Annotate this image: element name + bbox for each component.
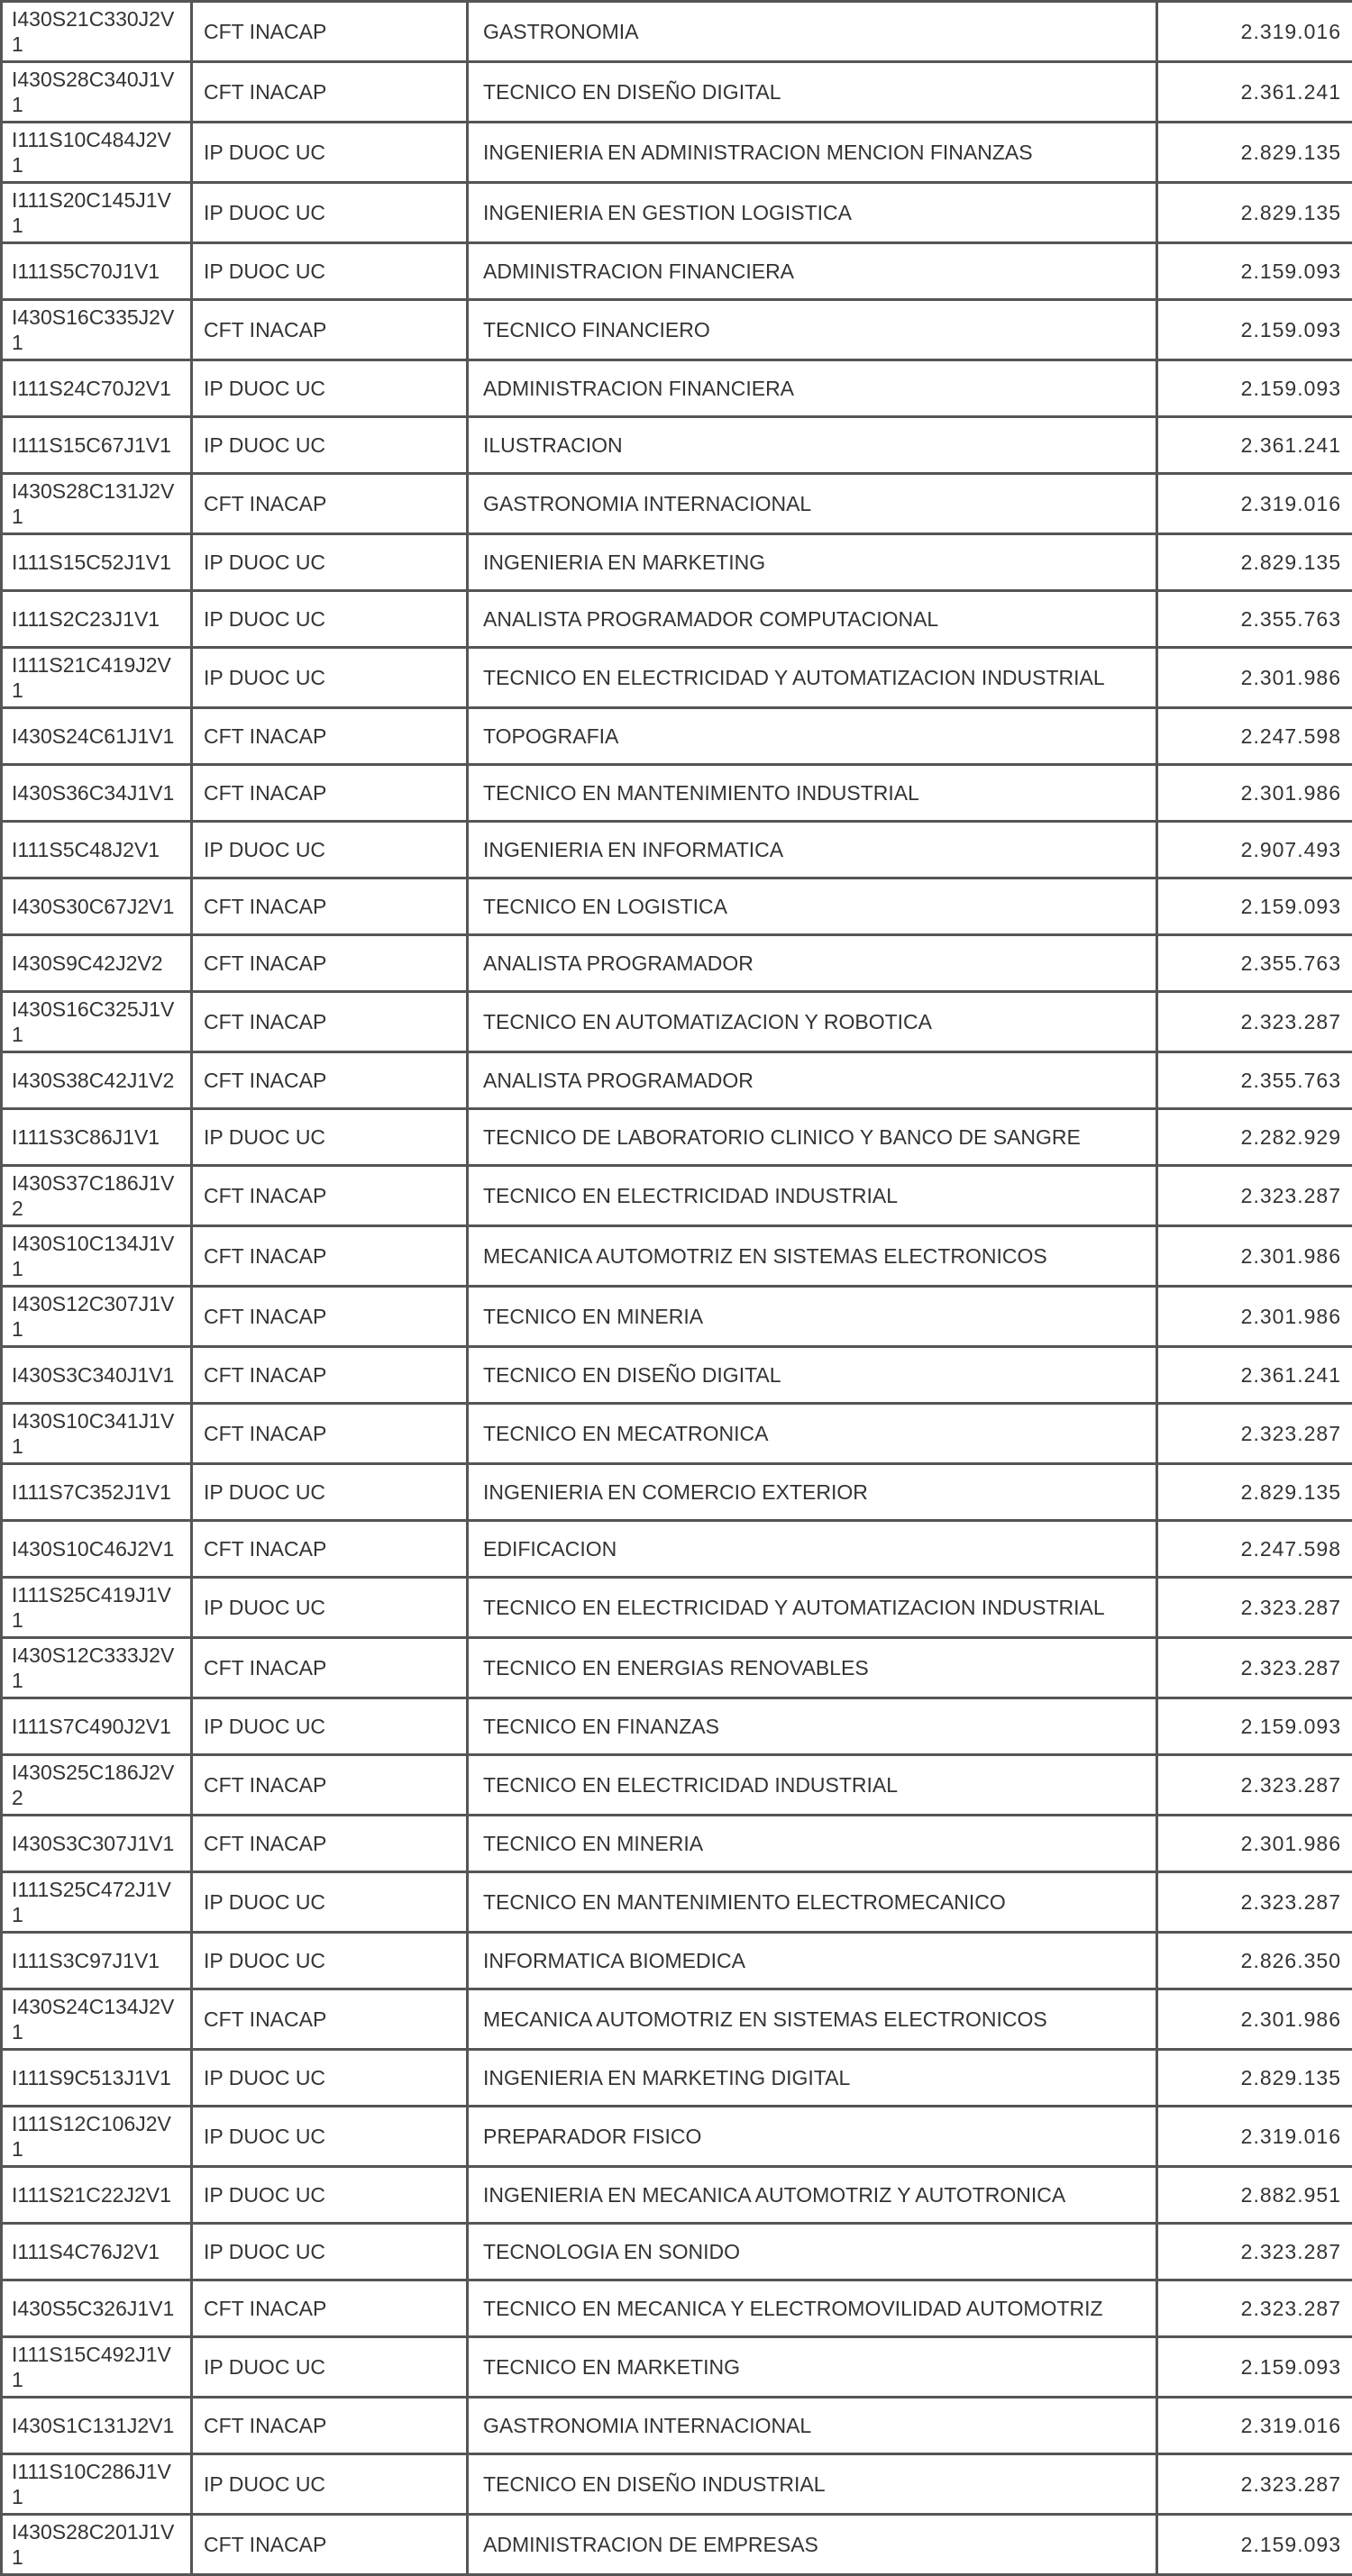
amount-cell: 2.159.093 [1157,878,1352,935]
institution-cell: IP DUOC UC [192,243,468,300]
career-code: I111S5C48J2V1 [12,837,176,862]
career-code: I430S28C131J2V1 [12,478,176,529]
career-code-cell [2,2337,192,2398]
institution-cell: CFT INACAP [192,1347,468,1404]
table-body [2,2,1352,2575]
table-row [2,1287,1352,1347]
career-code: I111S4C76J2V1 [12,2239,176,2264]
program-cell: MECANICA AUTOMOTRIZ EN SISTEMAS ELECTRONICOS [468,1989,1157,2050]
program-cell: TECNICO EN ELECTRICIDAD INDUSTRIAL [468,1166,1157,1226]
institution-cell: IP DUOC UC [192,123,468,183]
career-code: I430S21C330J2V1 [12,6,176,57]
career-code-cell [2,62,192,123]
institution-cell: IP DUOC UC [192,360,468,417]
institution-cell: IP DUOC UC [192,591,468,648]
amount-cell: 2.159.093 [1157,1698,1352,1755]
amount-cell: 2.301.986 [1157,1226,1352,1287]
program-cell: TECNICO EN MECATRONICA [468,1404,1157,1464]
institution-cell: CFT INACAP [192,1521,468,1578]
amount-cell: 2.301.986 [1157,1816,1352,1872]
table-row [2,2337,1352,2398]
program-cell: TECNICO EN ELECTRICIDAD Y AUTOMATIZACION INDUSTRIAL [468,1578,1157,1638]
institution-cell: CFT INACAP [192,62,468,123]
institution-cell: IP DUOC UC [192,534,468,591]
program-cell: ILUSTRACION [468,417,1157,474]
career-code-cell [2,2398,192,2454]
career-code-cell [2,534,192,591]
career-code-cell [2,591,192,648]
amount-cell: 2.301.986 [1157,1989,1352,2050]
career-code-cell [2,1638,192,1698]
institution-cell: IP DUOC UC [192,183,468,243]
program-cell: GASTRONOMIA INTERNACIONAL [468,2398,1157,2454]
career-code-cell [2,474,192,534]
program-cell: TECNICO EN ELECTRICIDAD INDUSTRIAL [468,1755,1157,1816]
career-code: I111S20C145J1V1 [12,187,176,238]
amount-cell: 2.323.287 [1157,1166,1352,1226]
program-cell: INGENIERIA EN MECANICA AUTOMOTRIZ Y AUTOTRONICA [468,2167,1157,2224]
table-row [2,1052,1352,1109]
institution-cell: CFT INACAP [192,1226,468,1287]
program-cell: TECNICO EN MANTENIMIENTO INDUSTRIAL [468,765,1157,822]
table-row [2,1698,1352,1755]
amount-cell: 2.829.135 [1157,534,1352,591]
program-cell: TECNICO EN MINERIA [468,1287,1157,1347]
career-code-cell [2,1933,192,1989]
program-cell: TECNICO EN FINANZAS [468,1698,1157,1755]
career-code-cell [2,935,192,992]
institution-cell: IP DUOC UC [192,2337,468,2398]
institution-cell: CFT INACAP [192,1404,468,1464]
amount-cell: 2.319.016 [1157,2398,1352,2454]
institution-cell: IP DUOC UC [192,1464,468,1521]
institution-cell: IP DUOC UC [192,1872,468,1933]
career-code-cell [2,1464,192,1521]
career-code: I111S5C70J1V1 [12,259,176,284]
career-code: I111S2C23J1V1 [12,606,176,632]
institution-cell: CFT INACAP [192,2,468,62]
institution-cell: CFT INACAP [192,300,468,360]
career-code: I111S7C352J1V1 [12,1479,176,1505]
career-code-cell [2,2454,192,2515]
program-cell: TECNICO EN ENERGIAS RENOVABLES [468,1638,1157,1698]
career-code: I430S12C333J2V1 [12,1643,176,1693]
amount-cell: 2.323.287 [1157,1872,1352,1933]
career-code-cell [2,2515,192,2575]
institution-cell: CFT INACAP [192,1755,468,1816]
career-code-cell [2,2,192,62]
career-code: I111S21C419J2V1 [12,652,176,703]
career-code: I111S25C419J1V1 [12,1582,176,1633]
amount-cell: 2.159.093 [1157,360,1352,417]
career-code-cell [2,992,192,1052]
career-code: I430S36C34J1V1 [12,780,176,806]
program-cell: TECNICO FINANCIERO [468,300,1157,360]
career-code-cell [2,243,192,300]
career-code: I111S15C52J1V1 [12,550,176,575]
career-code: I111S15C67J1V1 [12,432,176,458]
institution-cell: IP DUOC UC [192,2224,468,2280]
amount-cell: 2.323.287 [1157,2280,1352,2337]
career-code: I430S10C46J2V1 [12,1536,176,1561]
program-cell: INGENIERIA EN INFORMATICA [468,822,1157,878]
career-code: I430S24C134J2V1 [12,1994,176,2044]
program-cell: ANALISTA PROGRAMADOR [468,935,1157,992]
table-row [2,1638,1352,1698]
career-code-cell [2,183,192,243]
career-code-cell [2,300,192,360]
institution-cell: CFT INACAP [192,2398,468,2454]
institution-cell: CFT INACAP [192,878,468,935]
career-code-cell [2,1872,192,1933]
program-cell: INGENIERIA EN GESTION LOGISTICA [468,183,1157,243]
career-code-cell [2,1989,192,2050]
table-row [2,878,1352,935]
career-code-cell [2,1521,192,1578]
institution-cell: IP DUOC UC [192,2050,468,2107]
program-cell: GASTRONOMIA INTERNACIONAL [468,474,1157,534]
career-code-cell [2,1166,192,1226]
program-cell: TECNICO EN DISEÑO DIGITAL [468,62,1157,123]
career-code-cell [2,417,192,474]
career-code-cell [2,2167,192,2224]
program-cell: TECNICO EN MECANICA Y ELECTROMOVILIDAD AUTOMOTRIZ [468,2280,1157,2337]
career-code: I430S10C341J1V1 [12,1408,176,1459]
table-row [2,1404,1352,1464]
table-row [2,243,1352,300]
table-row [2,2107,1352,2167]
table-row [2,2398,1352,2454]
table-row [2,300,1352,360]
institution-cell: CFT INACAP [192,1816,468,1872]
amount-cell: 2.323.287 [1157,2454,1352,2515]
program-cell: TECNOLOGIA EN SONIDO [468,2224,1157,2280]
program-cell: INFORMATICA BIOMEDICA [468,1933,1157,1989]
institution-cell: IP DUOC UC [192,648,468,708]
amount-cell: 2.282.929 [1157,1109,1352,1166]
table-row [2,708,1352,765]
institution-cell: CFT INACAP [192,765,468,822]
institution-cell: CFT INACAP [192,1638,468,1698]
career-code: I111S7C490J2V1 [12,1714,176,1739]
career-code: I430S3C340J1V1 [12,1362,176,1388]
career-code: I111S3C97J1V1 [12,1948,176,1973]
table-row [2,1872,1352,1933]
table-row [2,648,1352,708]
career-code-cell [2,2050,192,2107]
amount-cell: 2.323.287 [1157,1755,1352,1816]
program-cell: TECNICO EN DISEÑO INDUSTRIAL [468,2454,1157,2515]
table-row [2,360,1352,417]
amount-cell: 2.361.241 [1157,62,1352,123]
career-code: I430S24C61J1V1 [12,724,176,749]
career-code: I111S9C513J1V1 [12,2065,176,2090]
program-cell: ADMINISTRACION DE EMPRESAS [468,2515,1157,2575]
career-code: I430S28C340J1V1 [12,67,176,117]
institution-cell: CFT INACAP [192,1287,468,1347]
career-code: I111S3C86J1V1 [12,1124,176,1150]
program-cell: INGENIERIA EN MARKETING [468,534,1157,591]
institution-cell: CFT INACAP [192,992,468,1052]
program-cell: TECNICO EN MANTENIMIENTO ELECTROMECANICO [468,1872,1157,1933]
career-code-cell [2,360,192,417]
institution-cell: IP DUOC UC [192,822,468,878]
institution-cell: IP DUOC UC [192,417,468,474]
table-row [2,935,1352,992]
table-row [2,1109,1352,1166]
career-code: I111S24C70J2V1 [12,376,176,401]
institution-cell: CFT INACAP [192,1989,468,2050]
amount-cell: 2.826.350 [1157,1933,1352,1989]
amount-cell: 2.361.241 [1157,1347,1352,1404]
career-code-cell [2,1698,192,1755]
career-code: I111S10C286J1V1 [12,2459,176,2509]
amount-cell: 2.159.093 [1157,2515,1352,2575]
table-row [2,765,1352,822]
table-row [2,1989,1352,2050]
amount-cell: 2.319.016 [1157,2107,1352,2167]
amount-cell: 2.301.986 [1157,765,1352,822]
career-code-cell [2,1287,192,1347]
career-code-cell [2,765,192,822]
program-cell: PREPARADOR FISICO [468,2107,1157,2167]
amount-cell: 2.323.287 [1157,992,1352,1052]
table-row [2,474,1352,534]
program-cell: TECNICO EN AUTOMATIZACION Y ROBOTICA [468,992,1157,1052]
institution-cell: IP DUOC UC [192,1109,468,1166]
table-row [2,123,1352,183]
amount-cell: 2.319.016 [1157,474,1352,534]
institution-cell: IP DUOC UC [192,1698,468,1755]
career-code: I430S12C307J1V1 [12,1291,176,1342]
program-cell: INGENIERIA EN COMERCIO EXTERIOR [468,1464,1157,1521]
career-code-cell [2,648,192,708]
career-code: I430S3C307J1V1 [12,1831,176,1856]
table-row [2,1347,1352,1404]
table-row [2,2224,1352,2280]
institution-cell: IP DUOC UC [192,1933,468,1989]
program-cell: TECNICO EN MINERIA [468,1816,1157,1872]
table-row [2,1578,1352,1638]
career-code-cell [2,123,192,183]
career-code-cell [2,708,192,765]
table-row [2,62,1352,123]
program-cell: TOPOGRAFIA [468,708,1157,765]
program-cell: ADMINISTRACION FINANCIERA [468,360,1157,417]
career-code-cell [2,1226,192,1287]
amount-cell: 2.355.763 [1157,935,1352,992]
amount-cell: 2.323.287 [1157,1404,1352,1464]
program-cell: INGENIERIA EN ADMINISTRACION MENCION FINANZAS [468,123,1157,183]
program-cell: TECNICO EN MARKETING [468,2337,1157,2398]
career-code: I111S10C484J2V1 [12,127,176,177]
program-cell: MECANICA AUTOMOTRIZ EN SISTEMAS ELECTRONICOS [468,1226,1157,1287]
career-code-cell [2,822,192,878]
program-cell: INGENIERIA EN MARKETING DIGITAL [468,2050,1157,2107]
career-code: I430S28C201J1V1 [12,2519,176,2570]
career-code: I430S38C42J1V2 [12,1068,176,1093]
career-code-cell [2,1109,192,1166]
institution-cell: CFT INACAP [192,2280,468,2337]
career-code: I111S12C106J2V1 [12,2111,176,2162]
amount-cell: 2.829.135 [1157,123,1352,183]
table-row [2,992,1352,1052]
program-cell: ANALISTA PROGRAMADOR [468,1052,1157,1109]
table-row [2,822,1352,878]
amount-cell: 2.301.986 [1157,1287,1352,1347]
amount-cell: 2.247.598 [1157,1521,1352,1578]
career-code-cell [2,1755,192,1816]
table-row [2,1226,1352,1287]
institution-cell: IP DUOC UC [192,2167,468,2224]
career-code: I430S25C186J2V2 [12,1760,176,1810]
institution-cell: CFT INACAP [192,708,468,765]
table-row [2,2050,1352,2107]
amount-cell: 2.361.241 [1157,417,1352,474]
institution-cell: CFT INACAP [192,935,468,992]
table-row [2,2280,1352,2337]
table-row [2,1933,1352,1989]
table-row [2,183,1352,243]
amount-cell: 2.829.135 [1157,2050,1352,2107]
career-code-cell [2,1404,192,1464]
table-row [2,1166,1352,1226]
table-row [2,1521,1352,1578]
career-code: I430S16C325J1V1 [12,997,176,1047]
career-code: I430S1C131J2V1 [12,2413,176,2438]
amount-cell: 2.247.598 [1157,708,1352,765]
institution-cell: CFT INACAP [192,1166,468,1226]
amount-cell: 2.323.287 [1157,2224,1352,2280]
career-code-cell [2,1052,192,1109]
institution-cell: CFT INACAP [192,2515,468,2575]
career-code-cell [2,2107,192,2167]
program-cell: ANALISTA PROGRAMADOR COMPUTACIONAL [468,591,1157,648]
amount-cell: 2.907.493 [1157,822,1352,878]
amount-cell: 2.159.093 [1157,2337,1352,2398]
career-code: I430S30C67J2V1 [12,894,176,919]
amount-cell: 2.829.135 [1157,1464,1352,1521]
table-row [2,2167,1352,2224]
amount-cell: 2.301.986 [1157,648,1352,708]
table-row [2,534,1352,591]
amount-cell: 2.159.093 [1157,300,1352,360]
institution-cell: IP DUOC UC [192,2454,468,2515]
amount-cell: 2.829.135 [1157,183,1352,243]
program-cell: TECNICO EN LOGISTICA [468,878,1157,935]
institution-cell: IP DUOC UC [192,1578,468,1638]
career-code-cell [2,2224,192,2280]
program-cell: TECNICO EN ELECTRICIDAD Y AUTOMATIZACION INDUSTRIAL [468,648,1157,708]
table-row [2,2,1352,62]
table-row [2,417,1352,474]
table-row [2,1464,1352,1521]
amount-cell: 2.323.287 [1157,1638,1352,1698]
table-row [2,1816,1352,1872]
institution-cell: CFT INACAP [192,1052,468,1109]
career-code: I111S21C22J2V1 [12,2182,176,2207]
program-cell: EDIFICACION [468,1521,1157,1578]
program-cell: TECNICO DE LABORATORIO CLINICO Y BANCO DE SANGRE [468,1109,1157,1166]
amount-cell: 2.323.287 [1157,1578,1352,1638]
career-code-cell [2,878,192,935]
career-code: I430S16C335J2V1 [12,305,176,355]
career-code: I111S25C472J1V1 [12,1877,176,1927]
career-code-cell [2,1347,192,1404]
career-code-cell [2,1578,192,1638]
amount-cell: 2.319.016 [1157,2,1352,62]
institution-cell: CFT INACAP [192,474,468,534]
table-row [2,591,1352,648]
table-row [2,2515,1352,2575]
amount-cell: 2.159.093 [1157,243,1352,300]
career-code: I430S9C42J2V2 [12,951,176,976]
career-code: I430S37C186J1V2 [12,1170,176,1221]
program-cell: GASTRONOMIA [468,2,1157,62]
career-code-cell [2,2280,192,2337]
amount-cell: 2.355.763 [1157,1052,1352,1109]
program-cell: ADMINISTRACION FINANCIERA [468,243,1157,300]
institution-cell: IP DUOC UC [192,2107,468,2167]
table-row [2,2454,1352,2515]
amount-cell: 2.882.951 [1157,2167,1352,2224]
career-code-cell [2,1816,192,1872]
career-code: I430S5C326J1V1 [12,2296,176,2321]
table-row [2,1755,1352,1816]
program-cell: TECNICO EN DISEÑO DIGITAL [468,1347,1157,1404]
career-code: I430S10C134J1V1 [12,1231,176,1281]
amount-cell: 2.355.763 [1157,591,1352,648]
career-code: I111S15C492J1V1 [12,2342,176,2392]
